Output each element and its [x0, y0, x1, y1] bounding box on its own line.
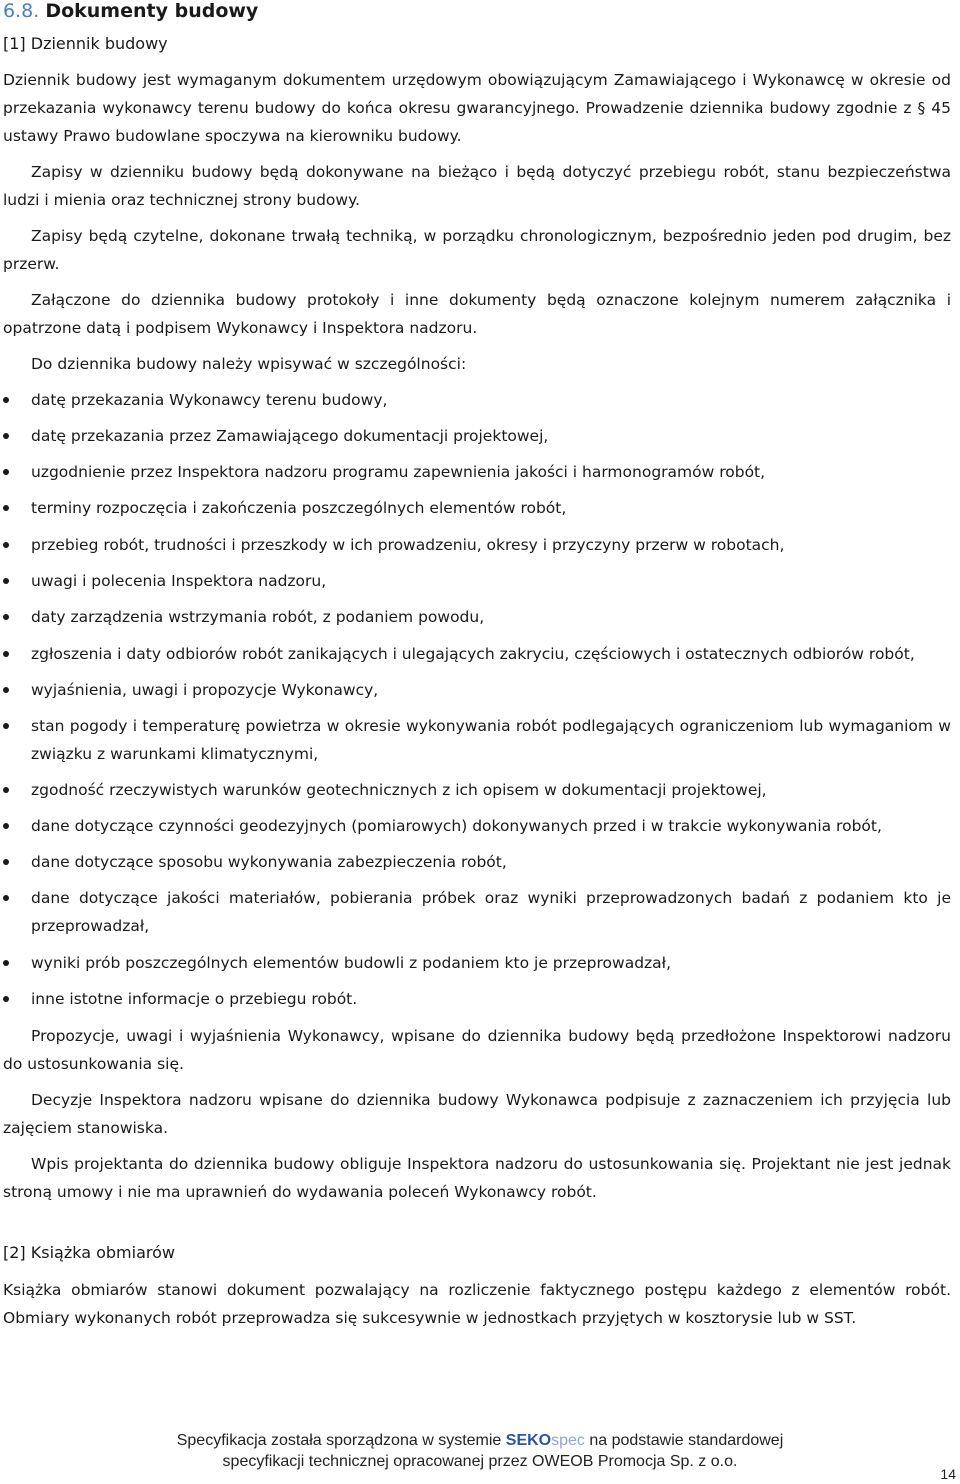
- bullet-icon: [3, 505, 9, 511]
- list-item: zgodność rzeczywistych warunków geotechnicznych z ich opisem w dokumentacji projektowej,: [31, 781, 767, 799]
- footer-line-2: specyfikacji technicznej opracowanej przez OWEOB Promocja Sp. z o.o.: [222, 1453, 738, 1470]
- bullet-icon: [3, 895, 9, 901]
- list-item: datę przekazania przez Zamawiającego dokumentacji projektowej,: [31, 427, 549, 445]
- section-heading: [3, 0, 258, 22]
- list-item: datę przekazania Wykonawcy terenu budowy,: [31, 391, 388, 409]
- paragraph-czytelne: Zapisy będą czytelne, dokonane trwałą techniką, w porządku chronologicznym, bezpośrednio jeden pod drugim, bez przerw.: [3, 227, 951, 273]
- bullet-icon: [3, 651, 9, 657]
- bullet-icon: [3, 687, 9, 693]
- bullet-icon: [3, 397, 9, 403]
- list-item: przebieg robót, trudności i przeszkody w ich prowadzeniu, okresy i przyczyny przerw w robotach,: [31, 536, 785, 554]
- bullet-icon: [3, 433, 9, 439]
- paragraph-dziennik-intro: Dziennik budowy jest wymaganym dokumentem urzędowym obowiązującym Zamawiającego i Wykonawcę w okresie od przekazania wykonawcy terenu budowy do końca okresu gwarancyjnego. Prowadzenie dziennika budowy zgodnie z § 45 ustawy Prawo budowlane spoczywa na kierowniku budowy.: [3, 71, 951, 145]
- bullet-icon: [3, 614, 9, 620]
- bullet-icon: [3, 469, 9, 475]
- subsection-title-dziennik: [1] Dziennik budowy: [3, 34, 168, 53]
- paragraph-decyzje: Decyzje Inspektora nadzoru wpisane do dziennika budowy Wykonawca podpisuje z zaznaczeniem ich przyjęcia lub zajęciem stanowiska.: [3, 1091, 951, 1137]
- list-item: uwagi i polecenia Inspektora nadzoru,: [31, 572, 327, 590]
- brand-logo-seko: SEKO: [505, 1432, 552, 1449]
- paragraph-ksiazka: Książka obmiarów stanowi dokument pozwalający na rozliczenie faktycznego postępu każdego z elementów robót. Obmiary wykonanych robót przeprowadza się sukcesywnie w jednostkach przyjętych w kosztorysie lub w SST.: [3, 1281, 951, 1327]
- brand-logo-spec: spec: [551, 1432, 585, 1449]
- paragraph-zapisy: Zapisy w dzienniku budowy będą dokonywane na bieżąco i będą dotyczyć przebiegu robót, stanu bezpieczeństwa ludzi i mienia oraz technicznej strony budowy.: [3, 163, 951, 209]
- list-item: stan pogody i temperaturę powietrza w okresie wykonywania robót podlegających ograniczeniom lub wymaganiom w związku z warunkami klimatycznymi,: [31, 717, 951, 763]
- section-title: Dokumenty budowy: [45, 0, 259, 22]
- paragraph-propozycje: Propozycje, uwagi i wyjaśnienia Wykonawcy, wpisane do dziennika budowy będą przedłożone Inspektorowi nadzoru do ustosunkowania się.: [3, 1027, 951, 1073]
- paragraph-wpis-projektanta: Wpis projektanta do dziennika budowy obliguje Inspektora nadzoru do ustosunkowania się. Projektant nie jest jednak stroną umowy i nie ma uprawnień do wydawania poleceń Wykonawcy robót.: [3, 1155, 951, 1201]
- bullet-icon: [3, 542, 9, 548]
- subsection-title-ksiazka: [2] Książka obmiarów: [3, 1243, 175, 1262]
- list-item: uzgodnienie przez Inspektora nadzoru programu zapewnienia jakości i harmonogramów robót,: [31, 463, 766, 481]
- footer-text-b: na podstawie standardowej: [584, 1432, 784, 1449]
- section-number: 6.8.: [3, 0, 40, 22]
- bullet-icon: [3, 787, 9, 793]
- bullet-icon: [3, 859, 9, 865]
- footer-text-a: Specyfikacja została sporządzona w systemie: [176, 1432, 506, 1449]
- bullet-icon: [3, 578, 9, 584]
- page-number: 14: [940, 1466, 956, 1482]
- footer-line-1: [0, 1430, 960, 1451]
- paragraph-zalaczone: Załączone do dziennika budowy protokoły i inne dokumenty będą oznaczone kolejnym numerem załącznika i opatrzone datą i podpisem Wykonawcy i Inspektora nadzoru.: [3, 291, 951, 337]
- bullet-icon: [3, 996, 9, 1002]
- bullet-icon: [3, 723, 9, 729]
- list-item: dane dotyczące czynności geodezyjnych (pomiarowych) dokonywanych przed i w trakcie wykonywania robót,: [31, 817, 882, 835]
- list-item: inne istotne informacje o przebiegu robót.: [31, 990, 358, 1008]
- list-item: dane dotyczące sposobu wykonywania zabezpieczenia robót,: [31, 853, 507, 871]
- paragraph-wpisywac: Do dziennika budowy należy wpisywać w szczególności:: [31, 355, 467, 373]
- bullet-icon: [3, 823, 9, 829]
- list-item: wyjaśnienia, uwagi i propozycje Wykonawcy,: [31, 681, 379, 699]
- list-item: zgłoszenia i daty odbiorów robót zanikających i ulegających zakryciu, częściowych i ostatecznych odbiorów robót,: [31, 645, 915, 663]
- list-item: wyniki prób poszczególnych elementów budowli z podaniem kto je przeprowadzał,: [31, 954, 672, 972]
- list-item: dane dotyczące jakości materiałów, pobierania próbek oraz wyniki przeprowadzonych badań z podaniem kto je przeprowadzał,: [31, 889, 951, 935]
- list-item: terminy rozpoczęcia i zakończenia poszczególnych elementów robót,: [31, 499, 567, 517]
- page-footer: [0, 1430, 960, 1472]
- list-item: daty zarządzenia wstrzymania robót, z podaniem powodu,: [31, 608, 485, 626]
- bullet-icon: [3, 960, 9, 966]
